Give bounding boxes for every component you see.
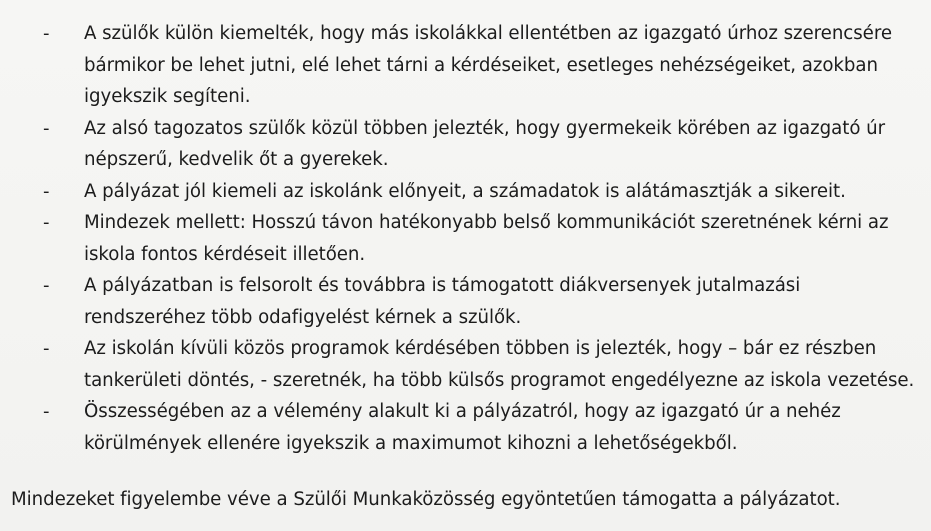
bullet-dash: - [43,212,50,233]
bullet-dash: - [43,338,50,359]
bullet-text: A pályázatban is felsorolt és továbbra is támogatott diákversenyek jutalmazási rendszeréhez több odafigyelést kérnek a szülők. [84,275,801,328]
list-item [0,270,931,333]
bullet-list [0,18,931,459]
bullet-text: A pályázat jól kiemeli az iskolánk előnyeit, a számadatok is alátámasztják a sikereit. [84,180,846,202]
list-item [0,333,931,396]
bullet-text: Az alsó tagozatos szülők közül többen jelezték, hogy gyermekeik körében az igazgató úr népszerű, kedvelik őt a gyerekek. [84,117,886,170]
bullet-dash: - [43,401,50,422]
list-item [0,176,931,208]
bullet-text: Összességében az a vélemény alakult ki a pályázatról, hogy az igazgató úr a nehéz körülmények ellenére igyekszik a maximumot kihozni a lehetőségekből. [84,401,841,454]
bullet-text: A szülők külön kiemelték, hogy más iskolákkal ellentétben az igazgató úrhoz szerencsére bármikor be lehet jutni, elé lehet tárni a kérdéseiket, esetleges nehézségeiket, azokban igyekszik segíteni. [84,23,892,107]
summary-paragraph: Mindezeket figyelembe véve a Szülői Munkaközösség egyöntetűen támogatta a pályázatot. [11,489,841,510]
bullet-dash: - [43,23,50,44]
list-item [0,207,931,270]
list-item [0,18,931,113]
list-item [0,113,931,176]
list-item [0,396,931,459]
bullet-text: Mindezek mellett: Hosszú távon hatékonyabb belső kommunikációt szeretnének kérni az iskola fontos kérdéseit illetően. [84,212,889,265]
bullet-dash: - [43,117,50,139]
bullet-text: Az iskolán kívüli közös programok kérdésében többen is jelezték, hogy – bár ez részben tankerületi döntés, - szeretnék, ha több külsős programot engedélyezne az iskola vezetése. [84,338,915,391]
bullet-dash: - [43,275,50,296]
bullet-dash: - [43,180,50,202]
